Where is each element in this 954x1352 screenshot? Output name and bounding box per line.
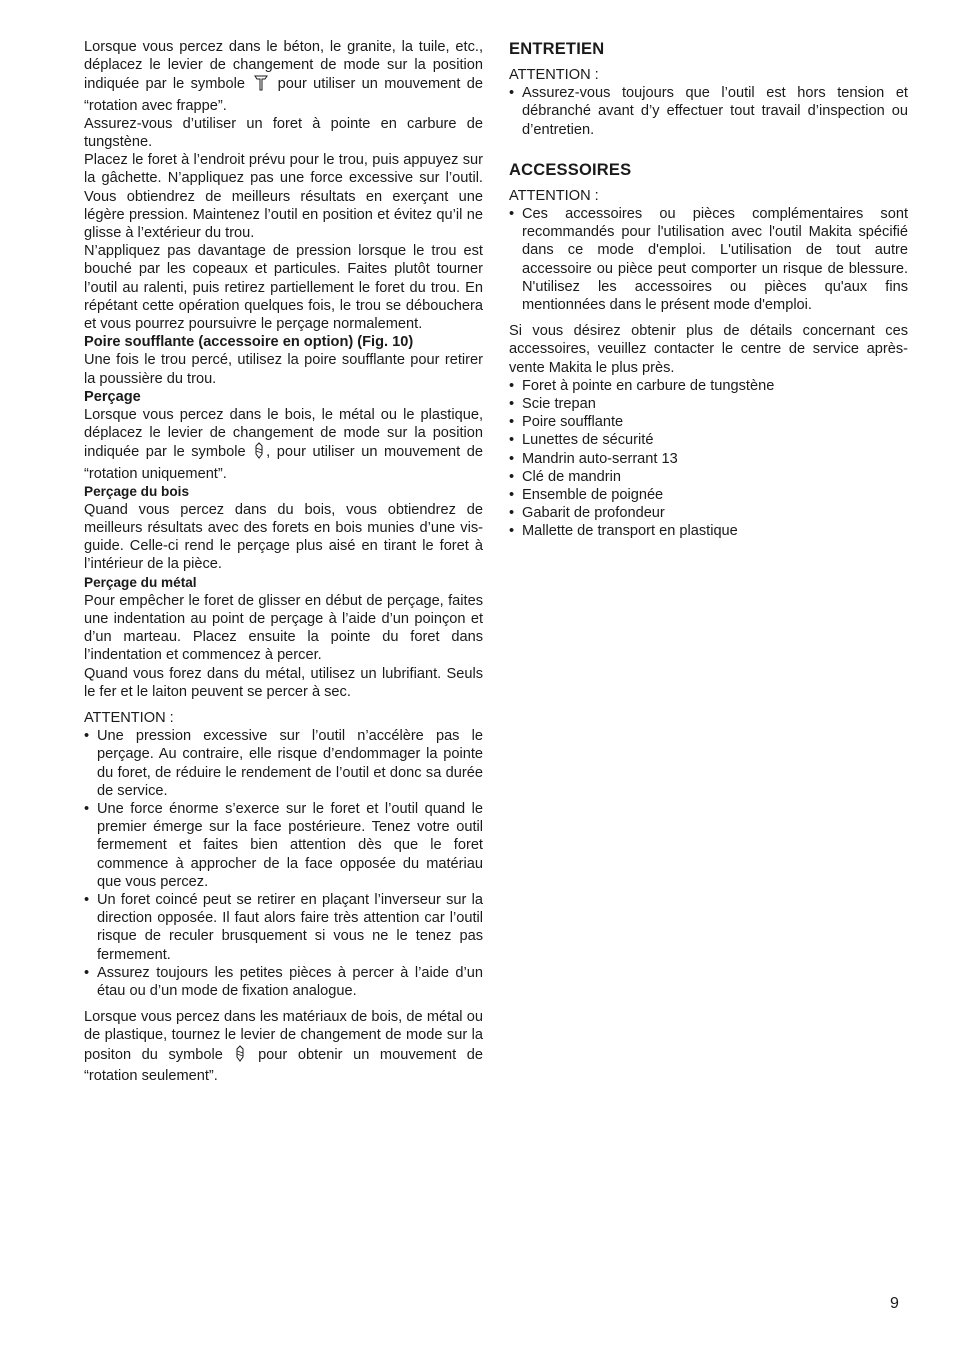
metal-drilling-heading: Perçage du métal (84, 574, 197, 590)
left-column (84, 38, 483, 1085)
drilling-heading: Perçage (84, 388, 141, 405)
accessories-caution-list (509, 205, 908, 314)
list-item: • Foret à pointe en carbure de tungstène (509, 377, 908, 395)
maintenance-caution-label: ATTENTION : (509, 67, 599, 83)
maintenance-list (509, 84, 908, 139)
caution-list (84, 727, 483, 1000)
accessories-heading: ACCESSOIRES (509, 160, 632, 179)
metal-drilling-text-1: Pour empêcher le foret de glisser en début de perçage, faites une indentation au point de perçage à l’aide d’un poinçon et d’un marteau. Placez ensuite la pointe du foret dans l’indentation et commencez à percer. (84, 592, 483, 664)
hammer-mode-paragraph: Lorsque vous percez dans le béton, le granite, la tuile, etc., déplacez le levier de changement de mode sur la position indiquée par le symbole pour utiliser un mouvement de “rotation avec frappe”. (84, 39, 483, 114)
drill-rotation-symbol-icon (236, 1045, 244, 1067)
right-column (509, 38, 908, 541)
list-item: • Mandrin auto-serrant 13 (509, 450, 908, 468)
list-item: • Mallette de transport en plastique (509, 522, 908, 540)
accessories-list (509, 377, 908, 541)
accessories-caution-label: ATTENTION : (509, 187, 599, 204)
list-item: • Ces accessoires ou pièces complémentaires sont recommandés pour l'utilisation avec l'outil Makita spécifié dans ce mode d'emploi. L'utilisation de tout autre accessoire ou pièce peut comporter un risque de blessure. N'utilisez les accessoires ou pièces qu'aux fins mentionnées dans le présent mode d'emploi. (509, 205, 908, 314)
blower-heading: Poire soufflante (accessoire en option) (Fig. 10) (84, 334, 414, 351)
blower-text: Une fois le trou percé, utilisez la poire soufflante pour retirer la poussière du trou. (84, 352, 483, 387)
carbide-bit-paragraph: Assurez-vous d’utiliser un foret à pointe en carbure de tungstène. (84, 115, 483, 151)
caution-label: ATTENTION : (84, 709, 174, 726)
list-item: • Assurez toujours les petites pièces à percer à l’aide d’un étau ou d’un mode de fixation analogue. (84, 964, 483, 1000)
wood-drilling-heading: Perçage du bois (84, 483, 190, 499)
metal-drilling-text-2: Quand vous forez dans du métal, utilisez un lubrifiant. Seuls le fer et le laiton peuvent se percer à sec. (84, 665, 483, 700)
drill-rotation-symbol-icon (255, 442, 263, 464)
drilling-text: Lorsque vous percez dans le bois, le métal ou le plastique, déplacez le levier de changement de mode sur la position indiquée par le symbole , pour utiliser un mouvement de “rotation uniquement”. (84, 407, 484, 482)
accessories-info: Si vous désirez obtenir plus de détails concernant ces accessoires, veuillez contacter le centre de service après-vente Makita le plus près. (509, 323, 908, 376)
final-paragraph: Lorsque vous percez dans les matériaux de bois, de métal ou de plastique, tournez le levier de changement de mode sur la positon du symbole pour obtenir un mouvement de “rotation seulement”. (84, 1009, 484, 1084)
list-item: • Un foret coincé peut se retirer en plaçant l’inverseur sur la direction opposée. Il faut alors faire très attention car l’outil risque de reculer brusquement si vous ne le tenez pas fermement. (84, 891, 483, 964)
list-item: • Assurez-vous toujours que l’outil est hors tension et débranché avant d’y effectuer tout travail d’inspection ou d’entretien. (509, 84, 908, 139)
list-item: • Une pression excessive sur l’outil n’accélère pas le perçage. Au contraire, elle risque d’endommager la pointe du foret, de réduire le rendement de l’outil et donc sa durée de service. (84, 727, 483, 800)
wood-drilling-text: Quand vous percez dans du bois, vous obtiendrez de meilleurs résultats avec des forets en bois munies d’une vis-guide. Celle-ci rend le perçage plus aisé en tirant le foret à l’intérieur de la pièce. (84, 501, 483, 573)
list-item: • Lunettes de sécurité (509, 431, 908, 449)
hammer-drill-symbol-icon (254, 74, 268, 96)
page-number: 9 (890, 1295, 899, 1312)
list-item: • Clé de mandrin (509, 468, 908, 486)
list-item: • Gabarit de profondeur (509, 504, 908, 522)
maintenance-heading: ENTRETIEN (509, 40, 605, 58)
pressure-paragraph: Placez le foret à l’endroit prévu pour le trou, puis appuyez sur la gâchette. N’appliquez pas une force excessive sur l’outil. Vous obtiendrez de meilleurs résultats en exerçant une légère pression. Maintenez l’outil en position et évitez qu’il ne glisse à l’extérieur du trou. (84, 152, 483, 242)
list-item: • Une force énorme s’exerce sur le foret et l’outil quand le premier émerge sur la face postérieure. Tenez votre outil fermement et faites bien attention dès que le foret commence à approcher de la face opposée du matériau que vous percez. (84, 800, 483, 891)
list-item: • Scie trepan (509, 395, 908, 413)
list-item: • Poire soufflante (509, 413, 908, 431)
clogged-hole-paragraph: N’appliquez pas davantage de pression lorsque le trou est bouché par les copeaux et particules. Faites plutôt tourner l’outil au ralenti, puis retirez partiellement le foret du trou. En répétant cette opération quelques fois, le trou se débouchera et vous pourrez poursuivre le perçage normalement. (84, 243, 483, 333)
list-item: • Ensemble de poignée (509, 486, 908, 504)
